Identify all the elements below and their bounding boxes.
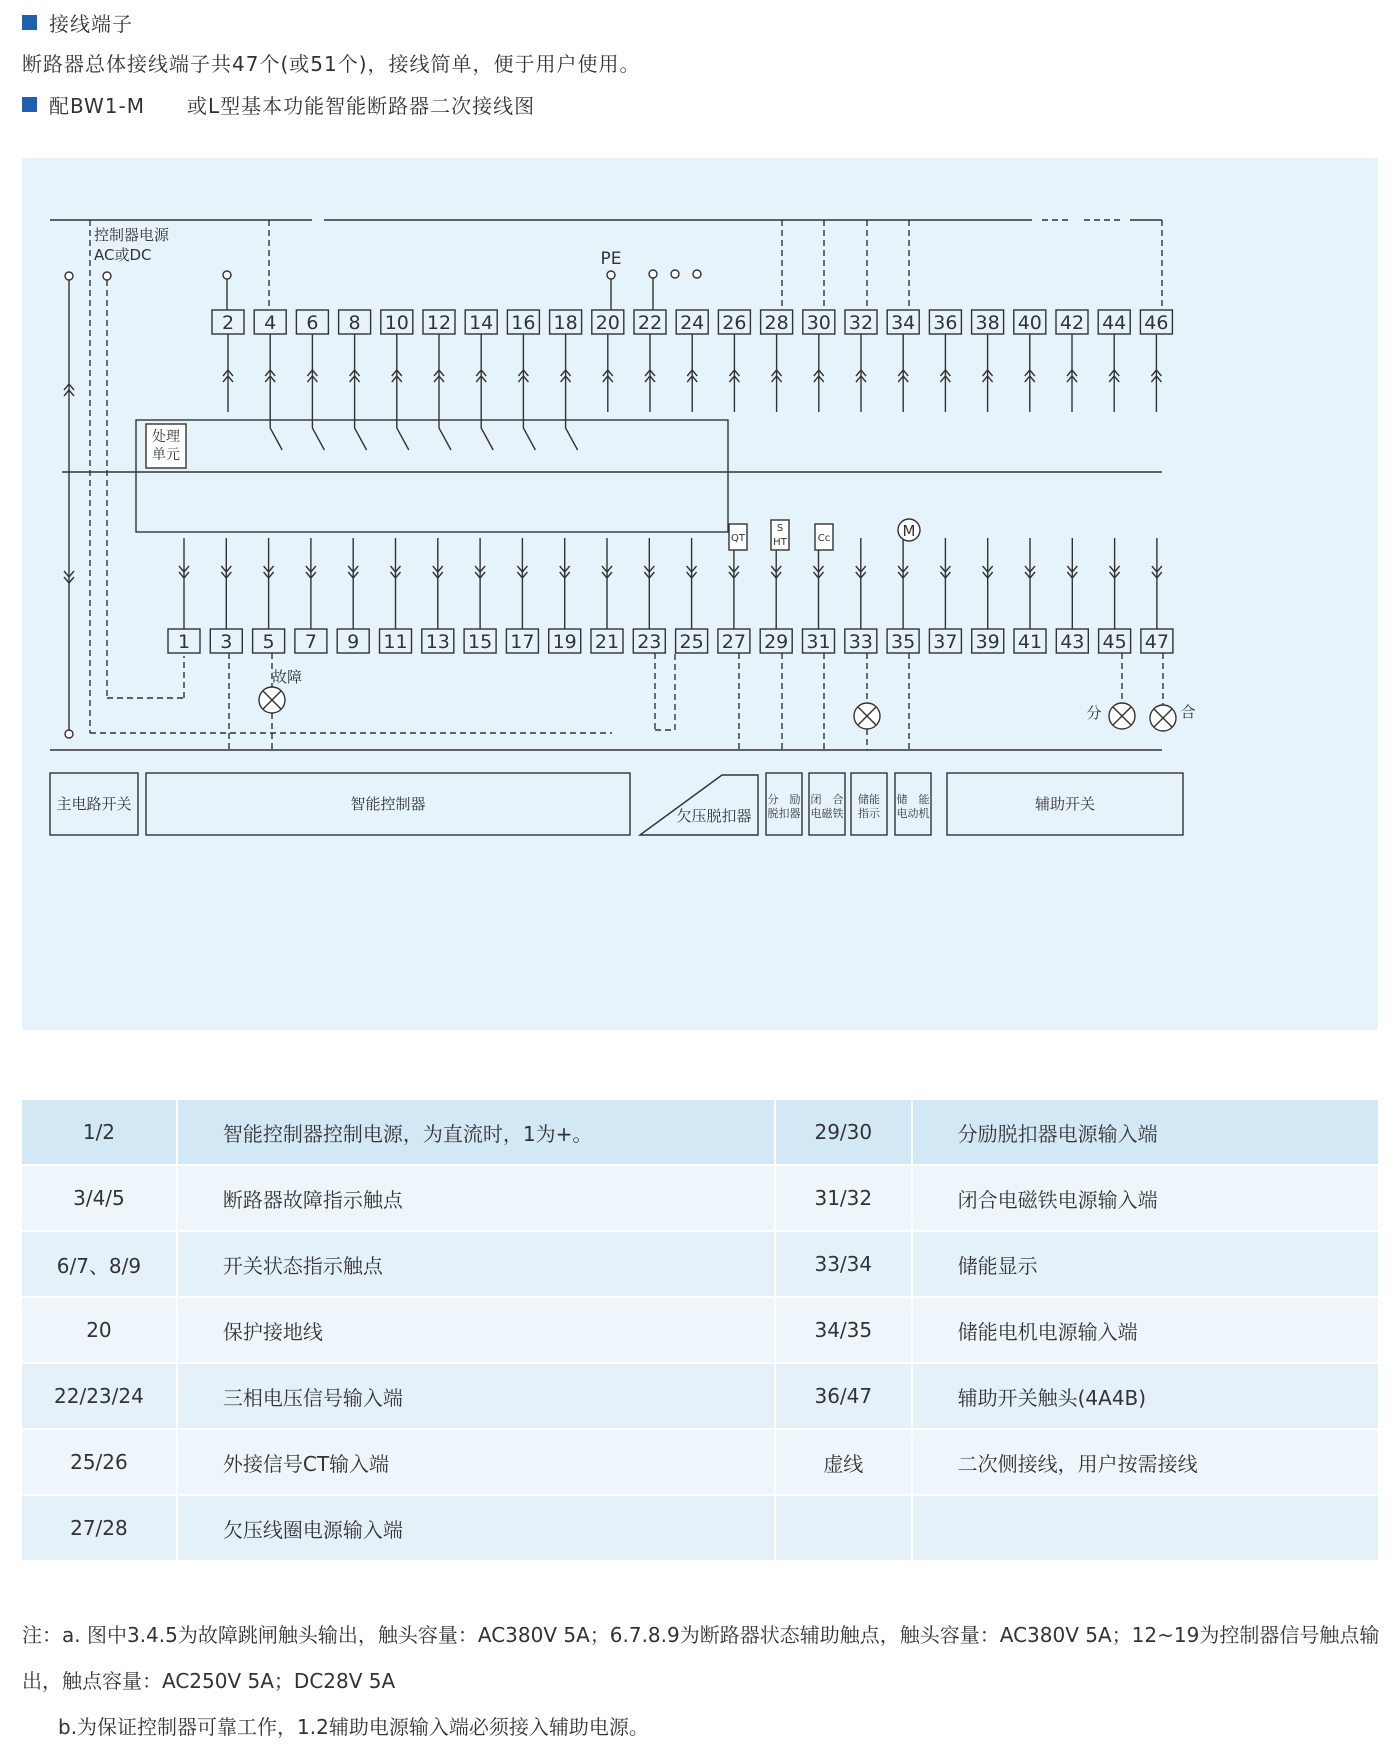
table-row <box>22 1297 1378 1363</box>
table-cell-terminal: 22/23/24 <box>22 1363 177 1429</box>
terminal-number: 11 <box>383 631 408 653</box>
terminal-number: 8 <box>348 312 361 334</box>
terminal-number: 16 <box>511 312 536 334</box>
table-cell-description: 外接信号CT输入端 <box>177 1429 775 1495</box>
section-title: 接线端子 <box>49 12 133 36</box>
table-cell-terminal: 1/2 <box>22 1100 177 1165</box>
table-row <box>22 1100 1378 1165</box>
table-row <box>22 1231 1378 1297</box>
switch-contact-icon <box>439 412 451 450</box>
switch-contact-icon <box>566 412 578 450</box>
table-cell-terminal: 29/30 <box>775 1100 912 1165</box>
supply-terminal <box>65 272 73 280</box>
terminal-number: 37 <box>933 631 958 653</box>
storage_indicator-label: 指示 <box>858 807 880 820</box>
table-row <box>22 1363 1378 1429</box>
terminal-number: 32 <box>848 312 874 334</box>
table-cell-description: 辅助开关触头(4A4B) <box>912 1363 1378 1429</box>
controller-power-label: 控制器电源 <box>94 226 170 244</box>
terminal-number: 43 <box>1060 631 1085 653</box>
controller-block <box>136 420 728 532</box>
controller-power-label: AC或DC <box>94 246 152 264</box>
terminal-number: 30 <box>806 312 831 334</box>
close-lamp-label: 合 <box>1180 703 1196 721</box>
table-row <box>22 1165 1378 1231</box>
terminal-number: 45 <box>1102 631 1127 653</box>
terminal-2-connection <box>223 271 231 279</box>
shunt-label: HT <box>773 537 787 548</box>
table-cell-description: 闭合电磁铁电源输入端 <box>912 1165 1378 1231</box>
square-bullet-icon <box>22 97 37 112</box>
table-cell-terminal: 25/26 <box>22 1429 177 1495</box>
pe-terminal <box>607 271 615 279</box>
voltage-input-terminal <box>693 270 701 278</box>
table-cell-terminal: 31/32 <box>775 1165 912 1231</box>
auxiliary-label: 辅助开关 <box>1034 795 1096 813</box>
terminal-number: 31 <box>806 631 831 653</box>
switch-contact-icon <box>270 412 282 450</box>
table-cell-description: 欠压线圈电源输入端 <box>177 1495 775 1561</box>
terminal-number: 40 <box>1017 312 1042 334</box>
table-cell-description: 储能电机电源输入端 <box>912 1297 1378 1363</box>
control-power-terminal <box>103 272 111 280</box>
terminal-number: 10 <box>384 312 409 334</box>
terminal-number: 33 <box>848 631 873 653</box>
table-cell-description: 三相电压信号输入端 <box>177 1363 775 1429</box>
diagram-title: 配BW1-M 或L型基本功能智能断路器二次接线图 <box>49 94 536 118</box>
main-circuit-label: 主电路开关 <box>56 795 132 813</box>
wiring-diagram-panel <box>22 158 1378 1030</box>
terminal-number: 39 <box>975 631 1000 653</box>
terminal-table <box>22 1100 1378 1562</box>
switch-contact-icon <box>481 412 493 450</box>
table-cell-description: 断路器故障指示触点 <box>177 1165 775 1231</box>
storage_indicator-label: 储能 <box>858 793 880 806</box>
table-cell-terminal: 6/7、8/9 <box>22 1231 177 1297</box>
terminal-number: 13 <box>425 631 450 653</box>
wiring-diagram <box>22 158 1378 1030</box>
terminal-number: 46 <box>1144 312 1169 334</box>
shunt-label: 脱扣器 <box>767 807 801 820</box>
table-cell-terminal: 34/35 <box>775 1297 912 1363</box>
terminal-number: 28 <box>764 312 789 334</box>
terminal-number: 12 <box>426 312 452 334</box>
processing-unit-label: 单元 <box>152 447 180 463</box>
motor-label: M <box>902 522 916 540</box>
table-cell-description: 二次侧接线，用户按需接线 <box>912 1429 1378 1495</box>
table-cell-description <box>912 1495 1378 1561</box>
processing-unit-label: 处理 <box>152 429 180 445</box>
switch-contact-icon <box>355 412 367 450</box>
note-a: 注：a. 图中3.4.5为故障跳闸触头输出，触头容量：AC380V 5A；6.7.8.9为断路器状态辅助触点，触头容量：AC380V 5A；12~19为控制器信号触点输出，触点容量：AC250V 5A；DC28V 5A <box>22 1623 1380 1693</box>
section-heading-terminals <box>22 8 133 37</box>
terminal-number: 18 <box>553 312 578 334</box>
terminal-number: 20 <box>595 312 620 334</box>
table-cell-description: 开关状态指示触点 <box>177 1231 775 1297</box>
table-row <box>22 1429 1378 1495</box>
terminal-number: 38 <box>975 312 1000 334</box>
terminal-number: 7 <box>304 631 317 653</box>
terminal-number: 42 <box>1059 312 1085 334</box>
supply-terminal <box>65 730 73 738</box>
voltage-input-terminal <box>649 270 657 278</box>
terminal-number: 1 <box>177 631 191 653</box>
qt-label: QT <box>731 533 745 544</box>
terminal-number: 4 <box>264 312 277 334</box>
cc-label: Cc <box>817 533 831 544</box>
terminal-number: 26 <box>722 312 747 334</box>
undervoltage-label: 欠压脱扣器 <box>676 807 752 825</box>
terminal-number: 23 <box>637 631 662 653</box>
terminal-number: 44 <box>1102 312 1127 334</box>
terminal-number: 34 <box>891 312 916 334</box>
table-cell-description: 智能控制器控制电源，为直流时，1为+。 <box>177 1100 775 1165</box>
shunt-label: 分 励 <box>767 793 801 806</box>
shunt-label: S <box>776 523 784 534</box>
terminal-number: 9 <box>347 631 360 653</box>
table-cell-description: 保护接地线 <box>177 1297 775 1363</box>
square-bullet-icon <box>22 15 37 30</box>
terminal-number: 17 <box>510 631 535 653</box>
note-b: b.为保证控制器可靠工作，1.2辅助电源输入端必须接入辅助电源。 <box>58 1715 649 1739</box>
terminal-number: 6 <box>306 312 319 334</box>
terminal-number: 29 <box>764 631 789 653</box>
closing-label: 闭 合 <box>810 793 844 806</box>
closing-label: 电磁铁 <box>810 807 844 820</box>
terminal-number: 47 <box>1144 631 1169 653</box>
fault-lamp-label: 故障 <box>272 668 303 686</box>
terminal-number: 19 <box>552 631 577 653</box>
section-heading-diagram <box>22 90 535 119</box>
pe-label: PE <box>600 249 622 269</box>
table-cell-terminal: 3/4/5 <box>22 1165 177 1231</box>
voltage-input-terminal <box>671 270 679 278</box>
terminal-number: 14 <box>469 312 494 334</box>
table-cell-terminal: 36/47 <box>775 1363 912 1429</box>
terminal-number: 15 <box>468 631 493 653</box>
terminal-number: 2 <box>221 312 235 334</box>
terminal-number: 27 <box>721 631 746 653</box>
undervoltage-release-block <box>640 775 758 835</box>
table-cell-terminal: 20 <box>22 1297 177 1363</box>
storage_motor-label: 电动机 <box>896 807 930 820</box>
table-cell-terminal: 27/28 <box>22 1495 177 1561</box>
terminal-number: 22 <box>637 312 663 334</box>
terminal-number: 5 <box>262 631 275 653</box>
terminal-number: 21 <box>594 631 620 653</box>
switch-contact-icon <box>312 412 324 450</box>
terminal-description: 断路器总体接线端子共47个(或51个)，接线简单，便于用户使用。 <box>22 52 641 76</box>
terminal-number: 3 <box>220 631 233 653</box>
storage_motor-label: 储 能 <box>896 793 930 806</box>
switch-contact-icon <box>397 412 409 450</box>
terminal-number: 24 <box>680 312 705 334</box>
table-cell-terminal <box>775 1495 912 1561</box>
terminal-number: 41 <box>1017 631 1043 653</box>
table-cell-terminal: 虚线 <box>775 1429 912 1495</box>
terminal-number: 36 <box>933 312 958 334</box>
table-cell-terminal: 33/34 <box>775 1231 912 1297</box>
controller-label: 智能控制器 <box>350 795 426 813</box>
switch-contact-icon <box>523 412 535 450</box>
terminal-number: 35 <box>891 631 916 653</box>
table-cell-description: 储能显示 <box>912 1231 1378 1297</box>
table-row <box>22 1495 1378 1561</box>
table-cell-description: 分励脱扣器电源输入端 <box>912 1100 1378 1165</box>
terminal-number: 25 <box>679 631 704 653</box>
open-lamp-label: 分 <box>1086 704 1102 722</box>
